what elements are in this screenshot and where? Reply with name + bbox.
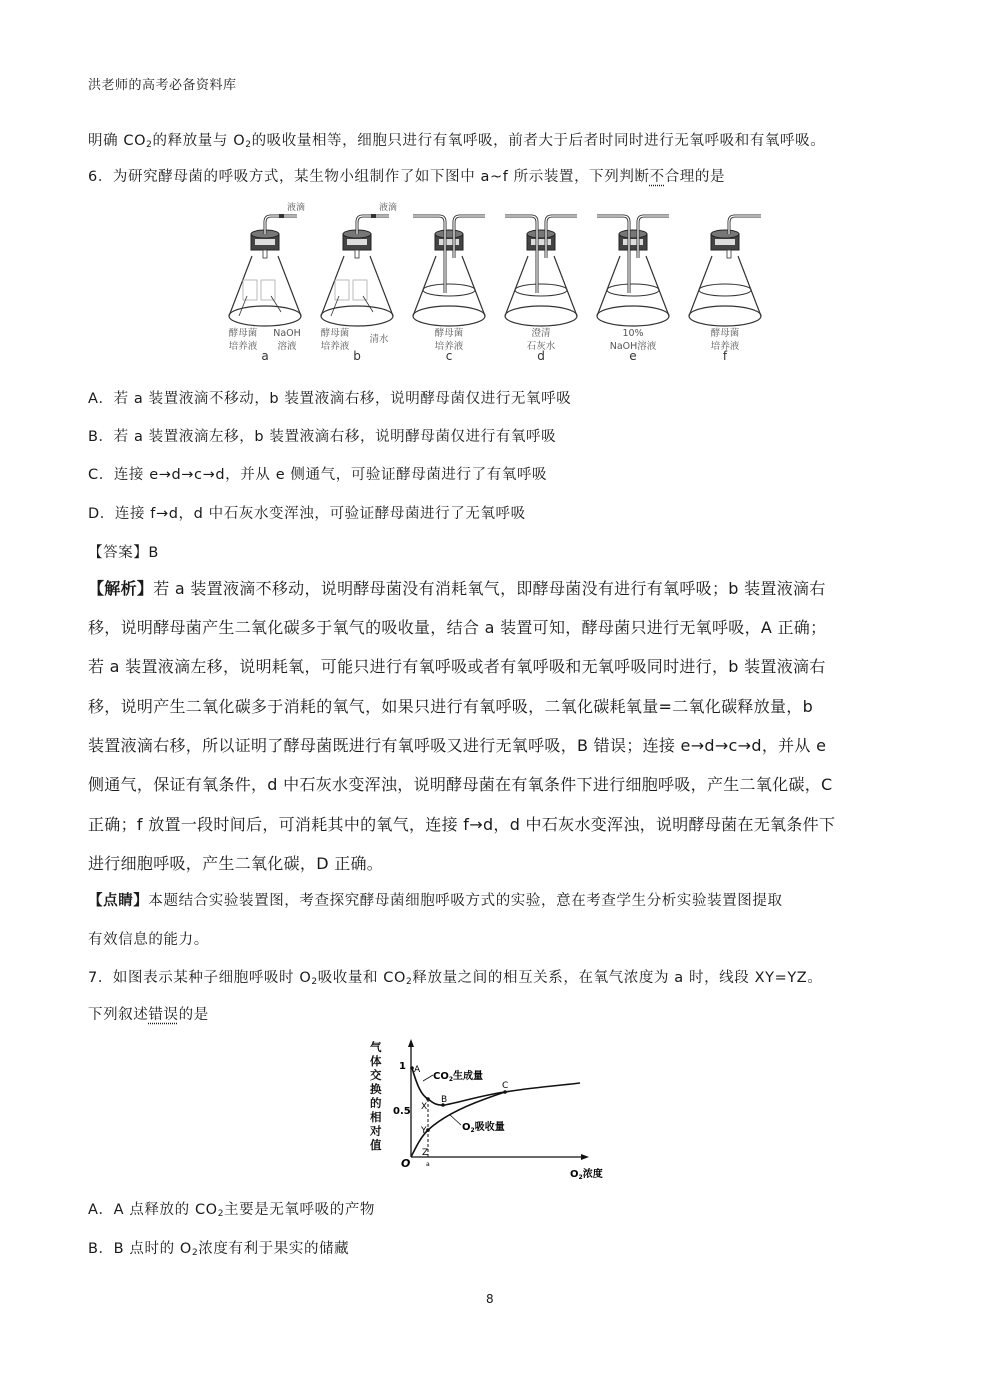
- gas-exchange-graph: [365, 1035, 625, 1185]
- option-b: B．若 a 装置液滴左移，b 装置液滴右移，说明酵母菌仅进行有氧呼吸: [88, 429, 557, 445]
- droplet: [371, 214, 376, 218]
- y-tick-0-5: 0.5: [393, 1106, 411, 1117]
- co2-leader-line: [423, 1075, 433, 1081]
- comment-line-2: 有效信息的能力。: [88, 932, 209, 948]
- glass-tube-long: [597, 216, 629, 293]
- stem-text: 下列叙述: [88, 1007, 149, 1023]
- flask-label: 培养液: [228, 341, 258, 352]
- co2-formula: CO: [123, 133, 147, 149]
- q7-option-b: [88, 1237, 349, 1258]
- analysis-line-3: 若 a 装置液滴左移，说明耗氧，可能只进行有氧呼吸或者有氧呼吸和无氧呼吸同时进行，b 装置液滴右: [88, 657, 826, 676]
- stopper-band: [439, 239, 459, 245]
- y-axis-label: 气体交换的相对值: [370, 1040, 382, 1152]
- flask-letter: c: [445, 349, 453, 363]
- option-text: B．B 点时的 O: [88, 1241, 192, 1257]
- liquid-level: [423, 284, 475, 296]
- stopper-band: [347, 239, 367, 245]
- droplet-label: 液滴: [379, 203, 398, 213]
- glass-tube-long-inner: [413, 216, 445, 293]
- option-c: C．连接 e→d→c→d，并从 e 侧通气，可验证酵母菌进行了有氧呼吸: [88, 467, 548, 483]
- y-tick-1: 1: [399, 1061, 406, 1072]
- q7-option-a: [88, 1198, 375, 1219]
- flask-label: 培养液: [710, 341, 740, 352]
- o2-curve-label: $O_2$吸收量: [462, 1122, 505, 1134]
- y-axis-arrow-icon: [408, 1039, 414, 1047]
- stopper-top: [619, 230, 647, 238]
- flask-base: [229, 306, 301, 326]
- option-a: A．若 a 装置液滴不移动，b 装置液滴右移，说明酵母菌仅进行无氧呼吸: [88, 391, 572, 407]
- tube-end: [263, 250, 267, 258]
- analysis-text: 若 a 装置液滴不移动，说明酵母菌没有消耗氧气，即酵母菌没有进行有氧呼吸；b 装置液滴右: [153, 579, 826, 598]
- label-leader: [363, 296, 373, 312]
- intro-text-2: 的释放量与: [152, 133, 234, 149]
- intro-paragraph: [88, 129, 825, 150]
- stopper-top: [711, 230, 739, 238]
- option-text: 浓度有利于果实的储藏: [198, 1241, 350, 1257]
- label-a: A: [414, 1065, 421, 1075]
- flask-label: 酵母菌: [710, 328, 740, 339]
- analysis-line-8: 进行细胞呼吸，产生二氧化碳，D 正确。: [88, 854, 384, 873]
- droplet: [279, 214, 284, 218]
- flask-a: [229, 201, 305, 363]
- stopper-band: [255, 239, 275, 245]
- analysis-line-1: [88, 576, 826, 599]
- flask-base: [321, 306, 393, 326]
- flask-e: [597, 216, 669, 363]
- flask-letter: a: [261, 349, 269, 363]
- flask-label: 酵母菌: [434, 328, 464, 339]
- stem-text: 吸收量和 CO: [317, 970, 407, 986]
- flask-letter: f: [722, 349, 728, 363]
- beaker: [335, 280, 349, 300]
- question-6-stem: [88, 165, 725, 186]
- answer-line: 【答案】B: [88, 545, 159, 561]
- flask-label: 清水: [369, 334, 389, 345]
- subscript: 2: [146, 140, 153, 150]
- tube-end: [355, 250, 359, 258]
- glass-tube-long-inner: [505, 216, 537, 293]
- point-y: [426, 1128, 430, 1132]
- subscript: 2: [311, 977, 318, 987]
- intro-text-3: 的吸收量相等，细胞只进行有氧呼吸，前者大于后者时同时进行无氧呼吸和有氧呼吸。: [251, 133, 826, 149]
- flask-b: [321, 201, 397, 363]
- flask-label: 培养液: [320, 341, 350, 352]
- flask-letter: e: [629, 349, 637, 363]
- comment-label: 【点睛】: [88, 893, 149, 909]
- flask-body: [689, 256, 761, 316]
- beaker: [243, 280, 257, 300]
- droplet-label: 液滴: [287, 203, 306, 213]
- flask-label: NaOH: [273, 328, 301, 339]
- flask-body: [321, 256, 393, 316]
- subscript: 2: [191, 1248, 199, 1258]
- o2-leader-line: [450, 1115, 461, 1125]
- option-text: 主要是无氧呼吸的产物: [224, 1202, 376, 1218]
- o2-formula: O: [233, 133, 246, 149]
- flask-f: [689, 216, 761, 363]
- analysis-line-4: 移，说明产生二氧化碳多于消耗的氧气，如果只进行有氧呼吸，二氧化碳耗氧量=二氧化碳释放量，b: [88, 697, 814, 716]
- flask-letter: d: [537, 349, 545, 363]
- flask-label: 澄清: [531, 328, 551, 339]
- flask-base: [413, 306, 485, 326]
- origin-label: O: [401, 1157, 411, 1170]
- tube-end: [727, 250, 731, 258]
- flask-c: [413, 216, 485, 363]
- question-7-stem-1: [88, 966, 822, 987]
- x-axis-arrow-icon: [581, 1154, 589, 1160]
- flask-base: [689, 306, 761, 326]
- liquid-level: [515, 284, 567, 296]
- flask-apparatus-figure: [225, 198, 765, 366]
- label-c: C: [502, 1081, 509, 1091]
- flask-base: [597, 306, 669, 326]
- liquid-level: [699, 284, 751, 296]
- stem-text: 6．为研究酵母菌的呼吸方式，某生物小组制作了如下图中 a~f 所示装置，下列判断: [88, 169, 650, 185]
- stopper-top: [435, 230, 463, 238]
- stem-text: 释放量之间的相互关系，在氧气浓度为 a 时，线段 XY=YZ。: [412, 970, 823, 986]
- flask-body: [505, 256, 577, 316]
- analysis-line-5: 装置液滴右移，所以证明了酵母菌既进行有氧呼吸又进行无氧呼吸，B 错误；连接 e→d→c→d，并从 e: [88, 736, 827, 755]
- flask-label: 溶液: [277, 341, 297, 352]
- liquid-level: [607, 284, 659, 296]
- comment-text: 本题结合实验装置图，考查探究酵母菌细胞呼吸方式的实验，意在考查学生分析实验装置图提取: [148, 893, 783, 909]
- analysis-line-2: 移，说明酵母菌产生二氧化碳多于氧气的吸收量，结合 a 装置可知，酵母菌只进行无氧呼吸，A 正确；: [88, 618, 827, 637]
- analysis-line-6: 侧通气，保证有氧条件，d 中石灰水变浑浊，说明酵母菌在有氧条件下进行细胞呼吸，产生二氧化碳，C: [88, 775, 833, 794]
- stopper-top: [527, 230, 555, 238]
- stem-emphasis: 不: [649, 169, 665, 185]
- analysis-line-7: 正确；f 放置一段时间后，可消耗其中的氧气，连接 f→d，d 中石灰水变浑浊，说明酵母菌在无氧条件下: [88, 815, 836, 834]
- beaker: [353, 280, 367, 300]
- glass-tube-long: [413, 216, 445, 293]
- point-x: [426, 1097, 430, 1101]
- document-header: 洪老师的高考必备资料库: [88, 78, 237, 93]
- flask-body: [229, 256, 301, 316]
- label-leader: [271, 296, 281, 312]
- question-7-stem-2: [88, 1003, 209, 1024]
- label-z: Z: [422, 1148, 429, 1158]
- flask-base: [505, 306, 577, 326]
- stopper-band: [531, 239, 551, 245]
- glass-tube-long: [505, 216, 537, 293]
- flask-label: 石灰水: [526, 341, 556, 352]
- glass-tube-long-inner: [597, 216, 629, 293]
- flask-label: 10%: [622, 328, 644, 339]
- flask-label: 培养液: [434, 341, 464, 352]
- subscript: 2: [406, 977, 413, 987]
- label-x: X: [421, 1102, 428, 1112]
- stem-text: 的是: [178, 1007, 209, 1023]
- stem-emphasis: 错误: [148, 1007, 179, 1023]
- stopper-band: [715, 239, 735, 245]
- option-text: A．A 点释放的 CO: [88, 1202, 218, 1218]
- intro-text-1: 明确: [88, 133, 124, 149]
- flask-body: [413, 256, 485, 316]
- x-axis-label: $O_2$浓度: [570, 1169, 603, 1181]
- flask-label: 酵母菌: [320, 328, 350, 339]
- stem-text: 7．如图表示某种子细胞呼吸时 O: [88, 970, 312, 986]
- flask-body: [597, 256, 669, 316]
- flask-label: 酵母菌: [228, 328, 258, 339]
- subscript: 2: [217, 1209, 225, 1219]
- stopper-band: [623, 239, 643, 245]
- flask-letter: b: [353, 349, 361, 363]
- beaker: [261, 280, 275, 300]
- comment-line-1: [88, 889, 783, 910]
- option-d: D．连接 f→d，d 中石灰水变浑浊，可验证酵母菌进行了无氧呼吸: [88, 506, 526, 522]
- page-number: 8: [486, 1292, 494, 1306]
- analysis-label: 【解析】: [88, 579, 154, 598]
- label-y: Y: [421, 1126, 427, 1136]
- stem-text: 合理的是: [664, 169, 726, 185]
- label-b: B: [441, 1095, 448, 1105]
- subscript: 2: [245, 140, 252, 150]
- x-tick-a: a: [426, 1161, 430, 1168]
- flask-label: NaOH溶液: [609, 341, 657, 352]
- co2-curve-label: $CO_2$生成量: [433, 1071, 484, 1083]
- flask-d: [505, 216, 577, 363]
